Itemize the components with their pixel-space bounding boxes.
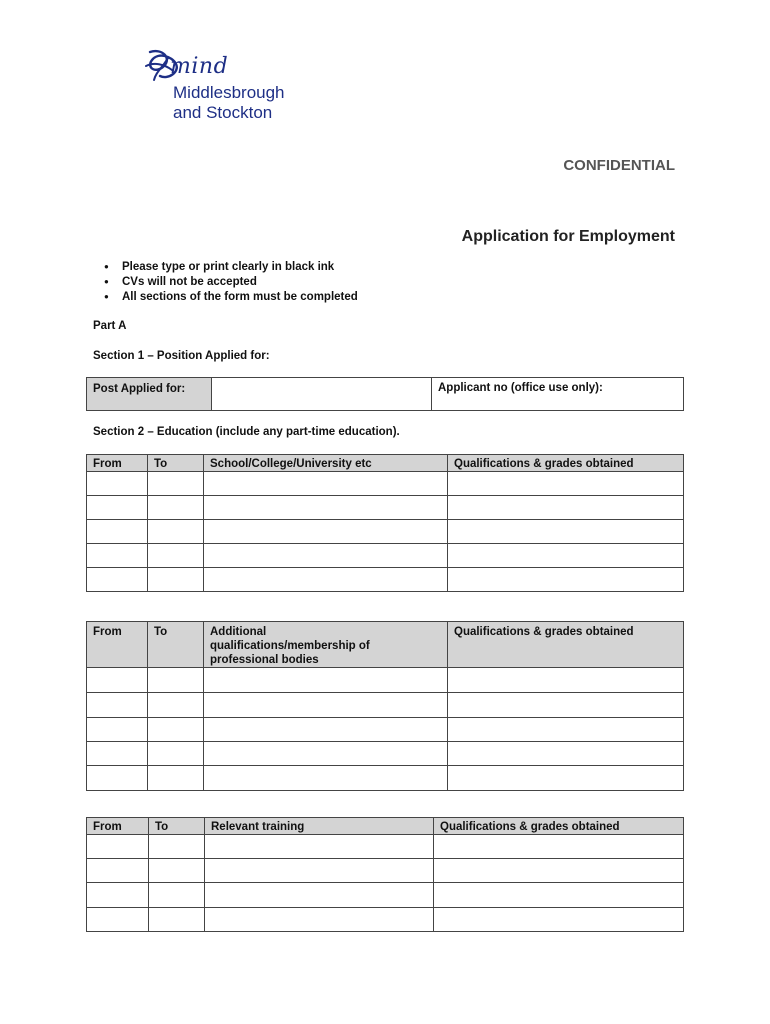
training-cell[interactable] xyxy=(205,908,434,932)
to-cell[interactable] xyxy=(149,859,205,883)
from-cell[interactable] xyxy=(87,883,149,908)
instruction-item: ● All sections of the form must be completed xyxy=(104,289,358,304)
qualifications-cell[interactable] xyxy=(434,835,684,859)
qualifications-cell[interactable] xyxy=(448,693,684,718)
qualification-cell[interactable] xyxy=(204,668,448,693)
from-cell[interactable] xyxy=(87,693,148,718)
table-row xyxy=(87,766,684,791)
qualifications-cell[interactable] xyxy=(448,472,684,496)
qualification-cell[interactable] xyxy=(204,742,448,766)
training-header: Relevant training xyxy=(205,818,434,835)
post-applied-label: Post Applied for: xyxy=(87,378,212,411)
from-cell[interactable] xyxy=(87,544,148,568)
table-row xyxy=(87,835,684,859)
section2-heading: Section 2 – Education (include any part-time education). xyxy=(93,426,400,438)
table-row xyxy=(87,718,684,742)
mind-logo xyxy=(140,44,320,124)
qualifications-cell[interactable] xyxy=(434,859,684,883)
to-cell[interactable] xyxy=(148,668,204,693)
applicant-no-label: Applicant no (office use only): xyxy=(432,378,684,411)
to-cell[interactable] xyxy=(148,472,204,496)
from-header: From xyxy=(87,455,148,472)
to-cell[interactable] xyxy=(149,883,205,908)
additional-qualifications-table xyxy=(86,621,684,791)
to-cell[interactable] xyxy=(148,693,204,718)
to-cell[interactable] xyxy=(148,544,204,568)
table-row xyxy=(87,693,684,718)
education-table xyxy=(86,454,684,592)
part-label: Part A xyxy=(93,320,127,332)
table-row xyxy=(87,472,684,496)
training-cell[interactable] xyxy=(205,859,434,883)
from-cell[interactable] xyxy=(87,568,148,592)
qualifications-cell[interactable] xyxy=(448,544,684,568)
table-row xyxy=(87,520,684,544)
table-row xyxy=(87,668,684,693)
confidential-label: CONFIDENTIAL xyxy=(563,157,675,174)
from-cell[interactable] xyxy=(87,742,148,766)
qualifications-header: Qualifications & grades obtained xyxy=(434,818,684,835)
to-header: To xyxy=(149,818,205,835)
additional-qualifications-header: Additional qualifications/membership of professional bodies xyxy=(204,622,448,668)
training-cell[interactable] xyxy=(205,835,434,859)
institution-cell[interactable] xyxy=(204,520,448,544)
table-row xyxy=(87,742,684,766)
position-table xyxy=(86,377,684,411)
table-row xyxy=(87,496,684,520)
institution-cell[interactable] xyxy=(204,568,448,592)
post-applied-field[interactable] xyxy=(212,378,432,411)
qualifications-cell[interactable] xyxy=(434,883,684,908)
qualifications-cell[interactable] xyxy=(448,520,684,544)
from-cell[interactable] xyxy=(87,472,148,496)
to-cell[interactable] xyxy=(148,496,204,520)
from-cell[interactable] xyxy=(87,859,149,883)
from-cell[interactable] xyxy=(87,496,148,520)
logo-line-2: and Stockton xyxy=(173,103,273,122)
qualifications-cell[interactable] xyxy=(448,668,684,693)
institution-cell[interactable] xyxy=(204,496,448,520)
table-row xyxy=(87,908,684,932)
qualifications-cell[interactable] xyxy=(448,742,684,766)
from-cell[interactable] xyxy=(87,835,149,859)
logo-word: mind xyxy=(170,54,229,79)
qualification-cell[interactable] xyxy=(204,693,448,718)
table-row xyxy=(87,544,684,568)
to-cell[interactable] xyxy=(148,766,204,791)
to-cell[interactable] xyxy=(149,835,205,859)
qualifications-cell[interactable] xyxy=(448,496,684,520)
training-table xyxy=(86,817,684,932)
from-header: From xyxy=(87,622,148,668)
to-header: To xyxy=(148,455,204,472)
to-cell[interactable] xyxy=(148,718,204,742)
qualifications-cell[interactable] xyxy=(434,908,684,932)
instruction-item: ● Please type or print clearly in black ink xyxy=(104,259,358,274)
institution-cell[interactable] xyxy=(204,544,448,568)
qualifications-cell[interactable] xyxy=(448,766,684,791)
page-title: Application for Employment xyxy=(461,228,675,245)
qualification-cell[interactable] xyxy=(204,766,448,791)
institution-cell[interactable] xyxy=(204,472,448,496)
training-cell[interactable] xyxy=(205,883,434,908)
section1-heading: Section 1 – Position Applied for: xyxy=(93,350,270,362)
from-header: From xyxy=(87,818,149,835)
institution-header: School/College/University etc xyxy=(204,455,448,472)
from-cell[interactable] xyxy=(87,908,149,932)
from-cell[interactable] xyxy=(87,718,148,742)
instruction-item: ● CVs will not be accepted xyxy=(104,274,358,289)
instructions-list xyxy=(104,259,358,304)
qualifications-header: Qualifications & grades obtained xyxy=(448,622,684,668)
qualifications-header: Qualifications & grades obtained xyxy=(448,455,684,472)
qualifications-cell[interactable] xyxy=(448,718,684,742)
to-cell[interactable] xyxy=(148,520,204,544)
qualification-cell[interactable] xyxy=(204,718,448,742)
qualifications-cell[interactable] xyxy=(448,568,684,592)
from-cell[interactable] xyxy=(87,668,148,693)
to-cell[interactable] xyxy=(149,908,205,932)
table-row xyxy=(87,883,684,908)
from-cell[interactable] xyxy=(87,520,148,544)
to-cell[interactable] xyxy=(148,568,204,592)
table-row xyxy=(87,859,684,883)
to-header: To xyxy=(148,622,204,668)
logo-line-1: Middlesbrough xyxy=(173,83,285,102)
to-cell[interactable] xyxy=(148,742,204,766)
table-row xyxy=(87,568,684,592)
from-cell[interactable] xyxy=(87,766,148,791)
